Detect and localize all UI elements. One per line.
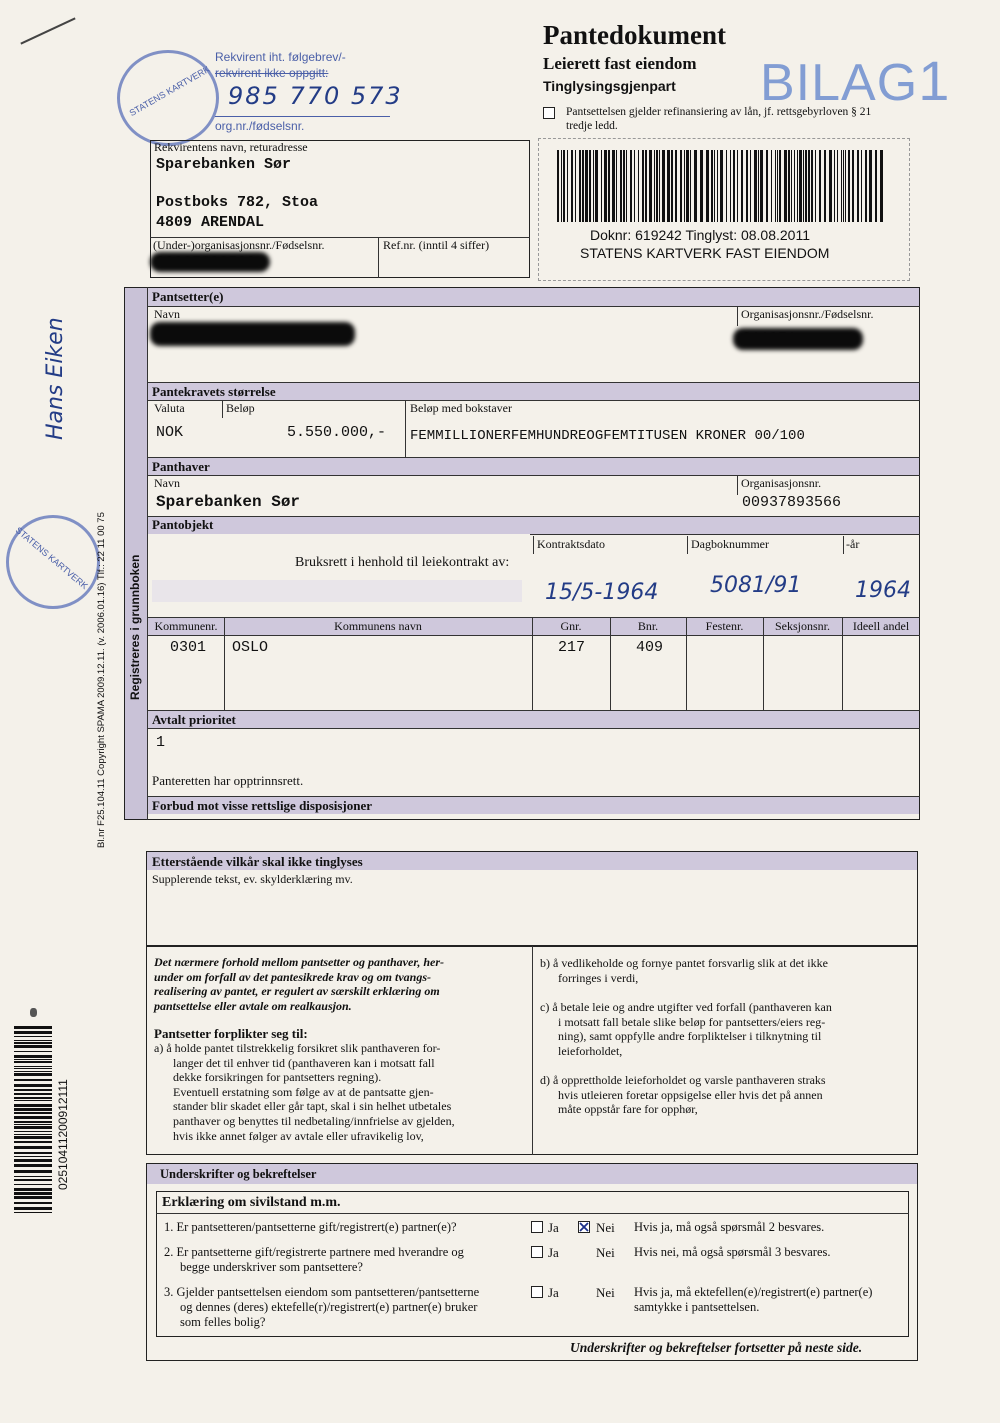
property-table-header: Ideell andel: [852, 619, 910, 633]
terms-intro-line-1: Det nærmere forhold mellom pantsetter og panthaver, her-: [154, 955, 445, 969]
pantsetter-title: Pantsetter(e): [152, 289, 224, 304]
terms-intro-line-4: pantsettelse eller avtale om realkausjon.: [154, 998, 352, 1013]
question-2-nei-label: Nei: [596, 1245, 615, 1260]
requester-name: Sparebanken Sør: [156, 156, 292, 173]
signatures-footer: Underskrifter og bekreftelser fortsetter på neste side.: [570, 1340, 863, 1355]
bilag-stamp-text: BILAG: [760, 54, 919, 112]
property-table-header: Bnr.: [637, 619, 659, 633]
pantekrav-v2: [405, 400, 406, 457]
pantobjekt-bruksrett: Bruksrett i henhold til leiekontrakt av:: [295, 555, 510, 570]
pantekrav-valuta: NOK: [156, 424, 184, 441]
seal-left-text: STATENS KARTVERK: [13, 525, 90, 592]
pantekrav-valuta-label: Valuta: [154, 401, 185, 415]
panthaver-orgnr-value: 00937893566: [742, 494, 842, 511]
etterstaende-sub: Supplerende tekst, ev. skylderklæring mv.: [152, 872, 353, 886]
property-table-header: Seksjonsnr.: [774, 619, 830, 633]
question-2-text: 2. Er pantsetterne gift/registrerte partnere med hverandre og: [164, 1245, 464, 1259]
pantsetter-name-label: Navn: [154, 307, 180, 321]
terms-c-line-4: leieforholdet,: [558, 1043, 623, 1058]
document-title: Pantedokument: [543, 20, 727, 50]
pantobjekt-v-kontrakt: [533, 536, 534, 554]
document-barcode: [557, 150, 883, 222]
question-3-nei-label: Nei: [596, 1285, 615, 1300]
terms-obligation-title: Pantsetter forplikter seg til:: [154, 1026, 308, 1041]
pantobjekt-v-ar: [843, 536, 844, 554]
terms-d-line-1: d) å opprettholde leieforholdet og varsle panthaveren straks: [540, 1073, 826, 1087]
panthaver-name-value: Sparebanken Sør: [156, 493, 301, 511]
stamp-orgnr-handwritten: 985 770 573: [228, 82, 403, 110]
terms-intro: [154, 955, 444, 1013]
stamp-line3: org.nr./fødselsnr.: [215, 119, 305, 133]
requester-orgnr-label: (Under-)organisasjonsnr./Fødselsnr.: [153, 238, 325, 252]
copyright-text: Bl.nr F25.104.11 Copyright SPAMA 2009.12.11. (v. 2006.01.16) Tlf.: 22 11 00 75: [96, 512, 107, 848]
stamp-line2: rekvirent ikke oppgitt:: [215, 66, 329, 80]
terms-a: [154, 1041, 455, 1143]
pantobjekt-shade: [148, 517, 919, 534]
terms-a-line-5: stander blir skadet eller går tapt, skal i sin helhet utbetales: [173, 1099, 452, 1114]
requester-address1: Postboks 782, Stoa: [156, 194, 319, 211]
question-3-ja-label: Ja: [548, 1285, 559, 1300]
registreres-label: Registreres i grunnboken: [128, 554, 142, 700]
question-2-ja-checkbox[interactable]: [531, 1246, 543, 1258]
terms-a-line-2: langer det til enhver tid (panthaveren kan i motsatt fall: [173, 1055, 435, 1070]
main-form-box: [124, 287, 920, 820]
prioritet-line: [148, 728, 920, 729]
pantekrav-bokstaver-label: Beløp med bokstaver: [410, 401, 512, 415]
terms-b: [540, 956, 828, 985]
prioritet-value: 1: [156, 734, 166, 751]
question-3-text: 3. Gjelder pantsettelsen eiendom som pantsetteren/pantsetterne: [164, 1285, 480, 1299]
terms-a-line-7: hvis ikke annet følger av avtale eller ufravikelig lov,: [173, 1128, 424, 1143]
pantobjekt-v-dagbok: [687, 536, 688, 554]
pantsetter-name-redaction: [150, 322, 355, 346]
terms-d-line-2: hvis utleieren foretar oppsigelse eller hvis det på annen: [558, 1087, 823, 1102]
question-3-note: Hvis ja, må ektefellen(e)/registrert(e) partner(e): [634, 1285, 873, 1299]
document-subtitle: Leierett fast eiendom: [543, 54, 697, 73]
panthaver-vdivider: [737, 475, 738, 495]
sivilstand-title: Erklæring om sivilstand m.m.: [162, 1195, 341, 1210]
pantsetter-shade: [148, 288, 919, 306]
pen-mark: [20, 17, 75, 44]
pantekrav-bokstaver: FEMMILLIONERFEMHUNDREOGFEMTITUSEN KRONER 00/100: [410, 428, 805, 444]
panthaver-name-label: Navn: [154, 476, 180, 490]
seal-top-text: STATENS KARTVERK: [127, 63, 212, 119]
bilag-stamp-number: 1: [918, 49, 951, 112]
terms-a-line-4: Eventuell erstatning som følge av at de pantsatte gjen-: [173, 1084, 434, 1099]
property-table-header: Kommunens navn: [334, 619, 422, 633]
etterstaende-title: Etterstående vilkår skal ikke tinglyses: [152, 854, 363, 869]
pantsetter-vdivider: [737, 306, 738, 326]
requester-vdivider: [378, 237, 379, 278]
pantobjekt-kontraktsdato: 15/5-1964: [545, 580, 659, 605]
refinance-text-content: Pantsettelsen gjelder refinansiering av lån, jf. rettsgebyrloven § 21 tredje ledd.: [566, 106, 872, 132]
terms-divider: [532, 946, 533, 1155]
prioritet-shade: [148, 711, 919, 728]
property-table-cell: OSLO: [232, 639, 269, 656]
prioritet-note: Panteretten har opptrinnsrett.: [152, 773, 304, 788]
question-2-ja-label: Ja: [548, 1245, 559, 1260]
requester-orgnr-redaction: [150, 252, 270, 272]
left-margin-strip: [125, 288, 147, 819]
question-1-note: Hvis ja, må også spørsmål 2 besvares.: [634, 1220, 825, 1234]
terms-c: [540, 1000, 832, 1058]
registration-doknr: Doknr: 619242 Tinglyst: 08.08.2011: [590, 227, 811, 243]
terms-c-line-2: i motsatt fall betale slike beløp for pantsetters/eiers reg-: [558, 1014, 826, 1029]
property-table-header: Festenr.: [705, 619, 744, 633]
question-3-text3: som felles bolig?: [180, 1315, 266, 1329]
terms-b-line-2: forringes i verdi,: [558, 970, 639, 985]
refinance-checkbox[interactable]: [543, 107, 555, 119]
pantobjekt-ar-label: -år: [846, 537, 860, 551]
property-table-headline: [148, 635, 920, 636]
pantekrav-belop: 5.550.000,-: [287, 424, 387, 441]
side-barcode: [14, 1026, 52, 1216]
terms-a-line-3: dekke forsikringen for pantsetters regning).: [173, 1070, 382, 1085]
terms-d: [540, 1073, 826, 1117]
panthaver-title: Panthaver: [152, 459, 210, 474]
pantobjekt-title: Pantobjekt: [152, 517, 214, 532]
terms-a-line-6: panthaver og benyttes til nedbetaling/innfrielse av gjelden,: [173, 1113, 455, 1128]
terms-intro-line-3: realisering av pantet, er regulert av særskilt erklæring om: [154, 984, 440, 999]
question-1-ja-label: Ja: [548, 1220, 559, 1235]
question-3-note2: samtykke i pantsettelsen.: [634, 1300, 760, 1314]
property-table-cell: 0301: [170, 639, 207, 656]
pantobjekt-kontraktsdato-label: Kontraktsdato: [537, 537, 605, 551]
prioritet-title: Avtalt prioritet: [152, 712, 236, 727]
forbud-title: Forbud mot visse rettslige disposisjoner: [152, 798, 373, 813]
check-x-icon: [579, 1222, 589, 1232]
certification-signature: Hans Eiken: [43, 317, 68, 440]
property-table-header: Gnr.: [560, 619, 582, 633]
terms-intro-line-2: under om forfall av det pantesikrede krav og om tvangs-: [154, 969, 431, 984]
signatures-title: Underskrifter og bekreftelser: [160, 1167, 317, 1181]
punch-dot: [30, 1008, 37, 1017]
terms-b-line-1: b) å vedlikeholde og fornye pantet forsvarlig slik at det ikke: [540, 956, 828, 970]
pantekrav-v1: [222, 400, 223, 418]
pantobjekt-dagboknr-label: Dagboknummer: [691, 537, 769, 551]
pantobjekt-blank-field: [152, 580, 522, 602]
property-table-top: [148, 617, 920, 618]
refinance-text: [566, 105, 896, 133]
property-table-cell: 217: [558, 639, 586, 656]
sivilstand-line: [156, 1213, 909, 1214]
bilag-stamp: [760, 48, 950, 113]
terms-d-line-3: måte oppstår fare for opphør,: [558, 1102, 698, 1117]
requester-address2: 4809 ARENDAL: [156, 214, 265, 231]
question-3-ja-checkbox[interactable]: [531, 1286, 543, 1298]
panthaver-shade: [148, 458, 919, 475]
pantekrav-title: Pantekravets størrelse: [152, 384, 276, 399]
stamp-underline: [215, 116, 390, 117]
question-1-nei-checkbox[interactable]: [578, 1221, 590, 1233]
pantekrav-belop-label: Beløp: [226, 401, 255, 415]
property-table-header: Kommunenr.: [154, 619, 218, 633]
pantobjekt-dagboknr: 5081/91: [710, 573, 802, 598]
strip-divider: [147, 287, 148, 820]
pantekrav-line: [148, 400, 920, 401]
requester-label: Rekvirentens navn, returadresse: [154, 140, 308, 154]
registration-authority: STATENS KARTVERK FAST EIENDOM: [580, 245, 830, 261]
pantsetter-orgnr-label: Organisasjonsnr./Fødselsnr.: [741, 307, 874, 321]
requester-ref-label: Ref.nr. (inntil 4 siffer): [383, 238, 490, 252]
question-1-text: 1. Er pantsetteren/pantsetterne gift/registrert(e) partner(e)?: [164, 1220, 457, 1234]
panthaver-orgnr-label: Organisasjonsnr.: [741, 476, 822, 490]
question-2-note: Hvis nei, må også spørsmål 3 besvares.: [634, 1245, 831, 1259]
document-subtitle2: Tinglysingsgjenpart: [543, 78, 676, 94]
question-1-nei-label: Nei: [596, 1220, 615, 1235]
terms-a-line-1: a) å holde pantet tilstrekkelig forsikret slik panthaveren for-: [154, 1041, 441, 1055]
stamp-line1: Rekvirent iht. følgebrev/-: [215, 50, 346, 64]
question-2-text2: begge underskriver som pantsettere?: [180, 1260, 363, 1274]
question-1-ja-checkbox[interactable]: [531, 1221, 543, 1233]
terms-c-line-3: ning), samt oppfylle andre forpliktelser i tilknytning til: [558, 1029, 822, 1044]
pantobjekt-ar: 1964: [855, 578, 911, 603]
question-3-text2: og dennes (deres) ektefelle(r)/registrert(e) partner(e) bruker: [180, 1300, 478, 1314]
pantsetter-orgnr-redaction: [733, 328, 863, 350]
side-barcode-number: 02510411200912111: [56, 1079, 70, 1190]
pantobjekt-line: [530, 534, 920, 535]
property-table-cell: 409: [636, 639, 664, 656]
terms-c-line-1: c) å betale leie og andre utgifter ved forfall (panthaveren kan: [540, 1000, 832, 1014]
